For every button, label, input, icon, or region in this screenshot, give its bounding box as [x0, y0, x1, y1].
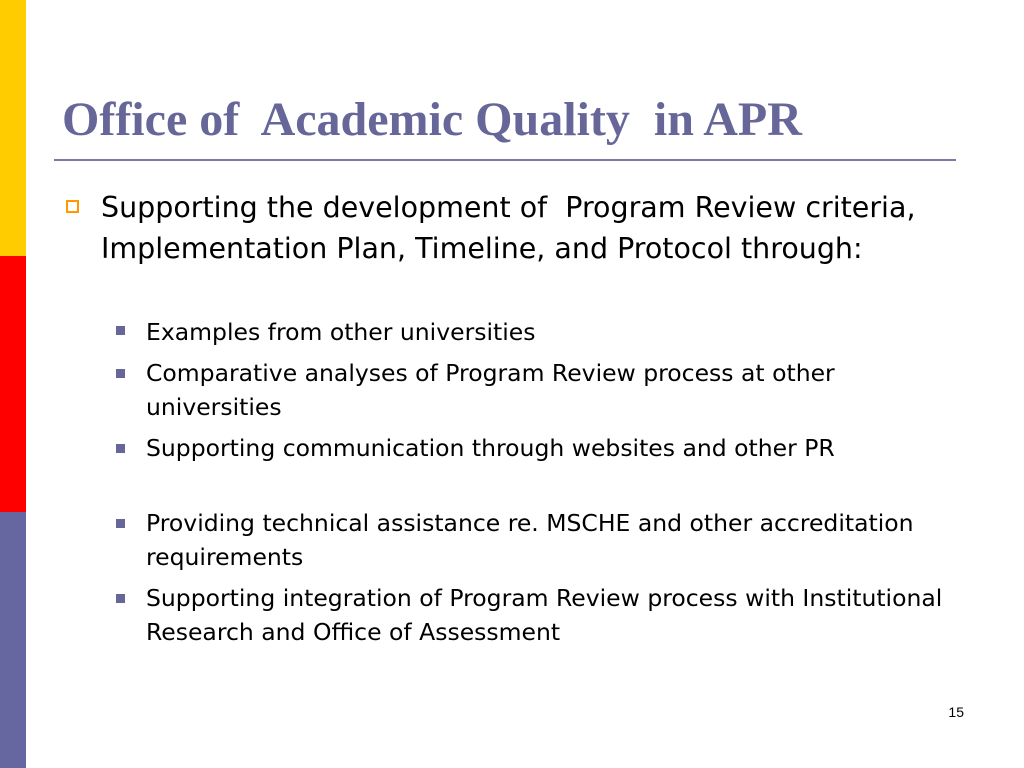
sub-bullet-text: Supporting communication through websites and other PR — [146, 434, 835, 462]
sub-bullet-text: Comparative analyses of Program Review process at other universities — [146, 359, 843, 421]
sub-bullet-text: Examples from other universities — [146, 318, 536, 346]
square-bullet-icon — [116, 444, 125, 453]
square-bullet-icon — [116, 326, 125, 335]
square-bullet-icon — [116, 594, 125, 603]
square-bullet-icon — [116, 519, 125, 528]
sub-bullet-text: Providing technical assistance re. MSCHE and other accreditation requirements — [146, 509, 921, 571]
square-bullet-icon — [116, 369, 125, 378]
main-bullet-text: Supporting the development of Program Review criteria, Implementation Plan, Timeline, and Protocol through: — [101, 191, 925, 265]
slide-page-number: 15 — [948, 704, 964, 720]
sub-bullet-text: Supporting integration of Program Review process with Institutional Research and Office of Assessment — [146, 584, 950, 646]
hollow-square-bullet-icon — [66, 200, 79, 213]
slide-title: Office of Academic Quality in APR — [62, 93, 802, 146]
